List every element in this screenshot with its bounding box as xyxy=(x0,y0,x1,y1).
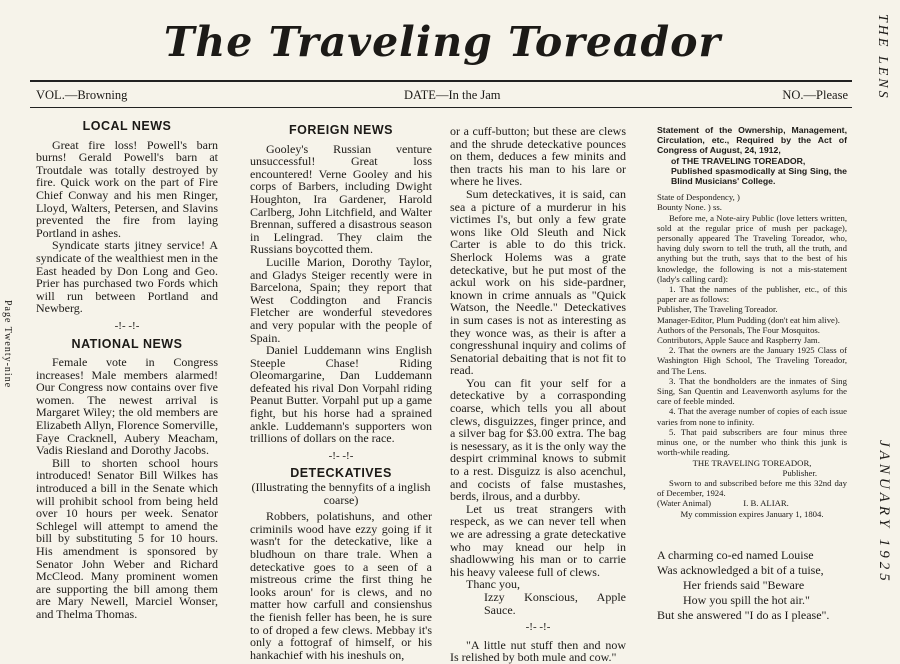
deteckatives-thanks: Thanc you, xyxy=(466,577,520,592)
deteckatives-signature: Izzy Konscious, Apple Sauce. xyxy=(484,589,626,617)
statement-county: Bounty None. ) ss. xyxy=(657,202,722,213)
statement-item: 1. That the names of the publisher, etc., of this paper are as follows: xyxy=(657,284,847,305)
limerick-line: How you spill the hot air." xyxy=(683,593,810,607)
section-separator: -!- -!- xyxy=(328,449,354,462)
national-news-heading: NATIONAL NEWS xyxy=(71,336,183,351)
section-separator: -!- -!- xyxy=(114,319,140,332)
dateline-date: DATE—In the Jam xyxy=(404,88,501,102)
statement-item: 5. That paid subscribers are four minus three minus one, or the number who think this junk is worth-while reading. xyxy=(657,426,847,458)
side-label-page-number: Page Twenty-nine xyxy=(2,300,13,389)
statement-state: State of Despondency, ) xyxy=(657,192,740,203)
statement-item: 4. That the average number of copies of each issue varies from none to infinity. xyxy=(657,406,847,427)
side-label-the-lens: THE LENS xyxy=(875,14,890,101)
limerick-line: Was acknowledged a bit of a tuise, xyxy=(657,563,824,577)
statement-seal: (Water Animal) xyxy=(657,498,712,509)
foreign-news-paragraph: Daniel Luddemann wins English Steeple Chase! Riding Oleomargarine, Dan Luddemann defeated his rival Don Vorpahl riding Peanut Butter. Vorpahl put up a game fight, but his horse had a sprained ankle. Luddemann's supporters won trillions of dollars on the race. xyxy=(250,343,432,446)
dateline-rule xyxy=(30,107,852,108)
column-ownership-statement xyxy=(657,125,847,519)
limerick xyxy=(657,548,847,623)
foreign-news-paragraph: Gooley's Russian venture unsuccessful! Great loss encountered! Verne Gooley and his corps of Barbers, including Dwight Houghton, Ira Gardener, Harold Carlberg, John Litchfield, and Walter Brennan, suffered a disastrous season in Lelingrad. They claim the Russians boycotted them. xyxy=(250,141,432,257)
statement-item: 3. That the bondholders are the inmates of Sing Sing, San Quentin and Leavenworth asylums for the care of feeble minded. xyxy=(657,375,847,407)
statement-expires: My commission expires January 1, 1804. xyxy=(680,508,824,519)
statement-body: Before me, a Note-airy Public (love letters written, sold at the regular price of mush per package), personally appeared The Traveling Toreador, who, having duly sworn to tell the truth, all the truth, and anything but the truth, says that to the best of his knowledge, the following is not a mis-statement (lady's calling card): xyxy=(657,212,847,284)
deteckatives-paragraph: Sum deteckatives, it is said, can sea a picture of a murderur in his victimes I's, but only a few grate wons like Old Sleuth and Nick Carter is able to do this trick. Sherlock Holems was a grate deteckative, but he put most of the ackul work on his side-pardner, known in crime annuals as "Quick Watson, the Needle." Deteckatives in sum cases is not as interesting as they wonce was, as their is after a congresshunal inquiry and colims of Senatorial debaiting that is not fit to read. xyxy=(450,186,626,378)
foreign-news-heading: FOREIGN NEWS xyxy=(289,123,393,137)
statement-item: Publisher, The Traveling Toreador. xyxy=(657,304,778,315)
masthead-title: The Traveling Toreador xyxy=(163,18,722,66)
national-news-paragraph: Female vote in Congress increases! Male members alarmed! Our Congress now contains over five women. The newest arrival is Margaret Wiley; the old members are Elizabeth Allyn, Florence Somerville, Faye Cracknell, Aubery Meacham, Vadis Riesland and Dorothy Jacobs. xyxy=(36,355,218,458)
deteckatives-heading: DETECKATIVES xyxy=(290,466,392,481)
statement-item: 2. That the owners are the January 1925 Class of Washington High School, The Traveling Toreador, and The Lens. xyxy=(657,345,847,376)
statement-item: Contributors, Apple Sauce and Raspberry Jam. xyxy=(657,335,820,346)
column-foreign-detective xyxy=(250,122,432,661)
local-news-paragraph: Great fire loss! Powell's barn burns! Gerald Powell's barn at Troutdale was totally destroyed by fire. Quick work on the part of Fire Chief Conway and his men Ringer, Lloyd, Walters, Petersen, and Slavins prevented the fire from laying Portland in ashes. xyxy=(36,137,218,240)
top-rule xyxy=(30,80,852,82)
statement-sworn: Sworn to and subscribed before me this 32nd day of December, 1924. xyxy=(657,477,847,499)
local-news-paragraph: Syndicate starts jitney service! A syndicate of the wealthiest men in the East headed by Don Long and Geo. Prier has purchased two Fords which will run between Portland and Newberg. xyxy=(36,238,218,316)
column-detective-continued xyxy=(450,125,626,664)
deteckatives-paragraph: Let us treat strangers with respeck, as we can never tell when we are adressing a grate deteckative who may knead our help in shadlowwing his man or to carrie his heavy valeese full of clews. xyxy=(450,501,626,579)
statement-notary: I. B. ALIAR. xyxy=(743,498,789,509)
limerick-line: A charming co-ed named Louise xyxy=(657,548,814,562)
limerick-line: But she answered "I do as I please". xyxy=(657,608,830,622)
statement-signature-name: THE TRAVELING TOREADOR, xyxy=(692,457,812,468)
limerick-line: Her friends said "Beware xyxy=(683,578,805,592)
column-local-national xyxy=(36,118,218,621)
deteckatives-paragraph: or a cuff-button; but these are clews and the shrude deteckative pounces on them, deduces a few minits and then tracts his man to his lare or where he lives. xyxy=(450,124,626,189)
statement-publication: of THE TRAVELING TOREADOR, xyxy=(671,155,806,166)
dateline-number: NO.—Please xyxy=(782,88,848,102)
statement-published-at: Published spasmodically at Sing Sing, the Blind Musicians' College. xyxy=(671,165,847,187)
statement-title: Statement of the Ownership, Management, Circulation, etc., Required by the Act of Congress of August, 24, 1912, xyxy=(657,125,847,156)
section-separator: -!- -!- xyxy=(525,621,551,634)
dateline-volume: VOL.—Browning xyxy=(36,88,128,102)
side-label-date: JANUARY 1925 xyxy=(876,440,892,585)
local-news-heading: LOCAL NEWS xyxy=(82,119,172,133)
dateline xyxy=(36,88,848,104)
statement-seal-line xyxy=(657,498,847,508)
statement-item: Authors of the Personals, The Four Mosquitos. xyxy=(657,324,820,335)
statement-signature-role: Publisher. xyxy=(782,467,817,478)
foreign-news-paragraph: Lucille Marion, Dorothy Taylor, and Gladys Steiger recently were in Barcelona, Spain; they report that West Coddington and Francis Fletcher are wonderful stevedores and very popular with the people of Spain. xyxy=(250,254,432,345)
deteckatives-subheading: (Illustrating the bennyfits of a inglish coarse) xyxy=(251,480,431,507)
deteckatives-paragraph: Robbers, polatishuns, and other criminils wood have ezzy going if it wasn't for the deteckative, like a bludhoun on thare trale. When a deteckative goes to a seen of a mistreous crime the first thing he looks aroun' for is clews, and no matter how carfull and consienshus the fienish feller has been, he is sure to of droped a few clews. Mebbay it's only a fottograf of himself, or his hankachief with his ineshuls on, xyxy=(250,509,432,662)
closing-quote: "A little nut stuff then and now Is relished by both mule and cow." xyxy=(450,637,626,664)
deteckatives-paragraph: You can fit your self for a deteckative by a corrasponding coarse, which tells you all about clews, disguizzes, finger prince, and a silver bag for $3.00 extra. The bag is nesessary, as it is the only way the despirt crimminal knows to submit to a rest. Disguizz is also acenchul, and cocists of false mustashes, berds, ilrous, and a durbby. xyxy=(450,375,626,504)
statement-item: Manager-Editor, Plum Pudding (don't eat him alive). xyxy=(657,314,840,325)
national-news-paragraph: Bill to shorten school hours introduced! Senator Bill Wilkes has introduced a bill in the Senate which will prohibit school from being held over 10 hours per week. Senator Schlegel will attempt to amend the bill by substituting 5 for 10 hours. His amendment is sponsored by Senator John Weber and Richard McCleod. Many prominent women are supporting the bill among them are Mary Newell, Marciel Wonser, and Thelma Thomas. xyxy=(36,455,218,621)
